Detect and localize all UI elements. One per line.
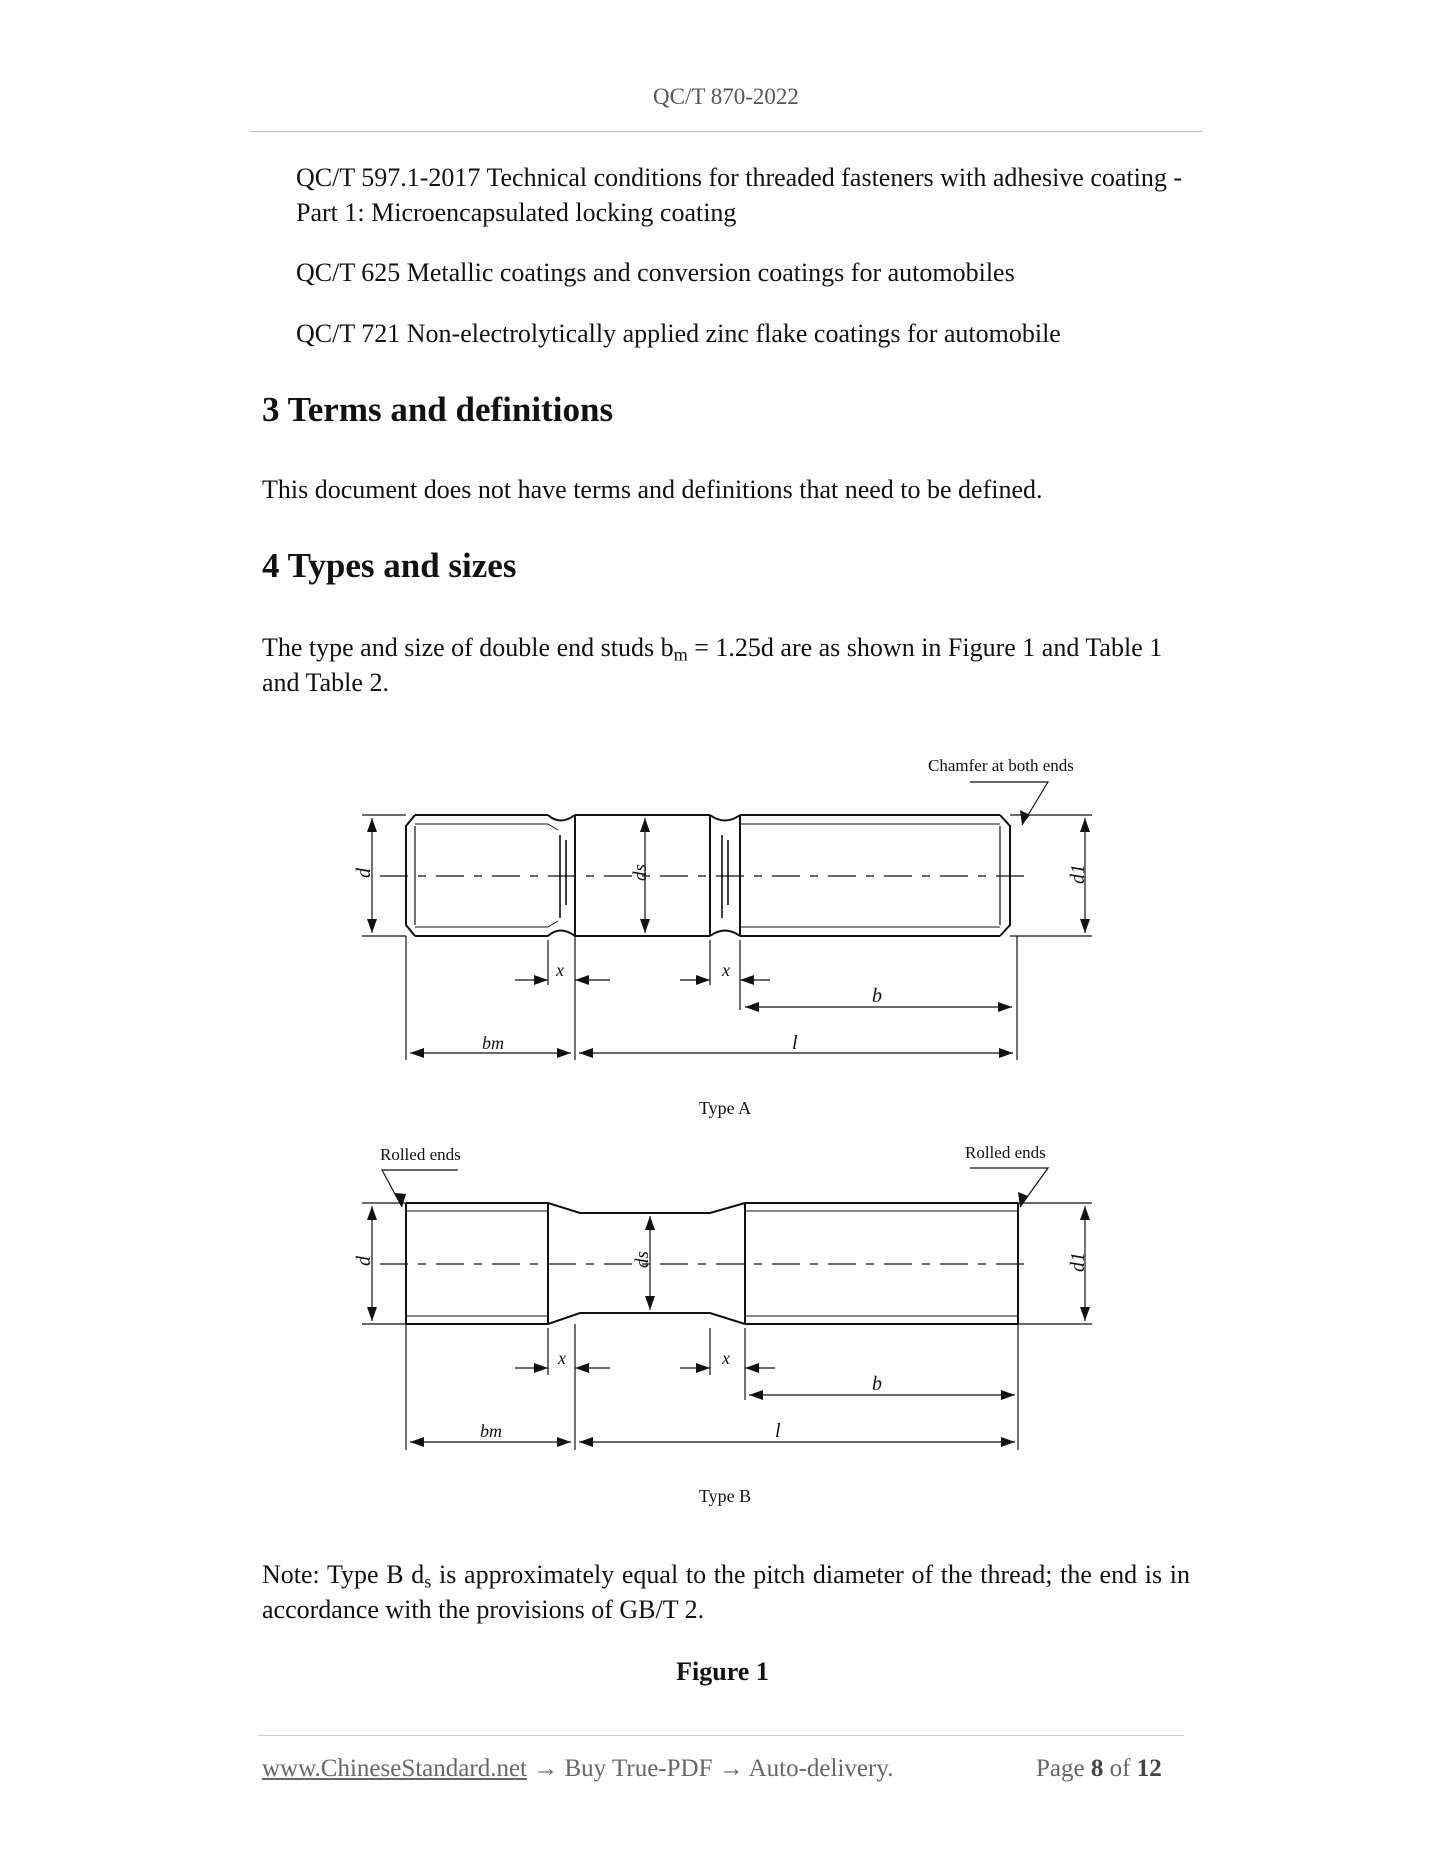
- type-a-dim-d: d: [353, 868, 375, 878]
- type-b-callout-left: Rolled ends: [380, 1145, 461, 1164]
- type-b-dim-x-left: x: [558, 1348, 566, 1368]
- type-a-callout-chamfer: Chamfer at both ends: [928, 756, 1074, 775]
- section-4-heading: 4 Types and sizes: [262, 546, 517, 585]
- type-a-dim-x-right: x: [722, 960, 730, 980]
- type-a-dim-bm: bm: [482, 1033, 504, 1053]
- section-3-body: This document does not have terms and definitions that need to be defined.: [262, 475, 1043, 504]
- type-b-dim-d1: d1: [1067, 1252, 1089, 1272]
- reference-qct-597: QC/T 597.1-2017 Technical conditions for threaded fasteners with adhesive coating - Part 1: Microencapsulated locking coating: [296, 163, 1183, 227]
- reference-qct-625: QC/T 625 Metallic coatings and conversion coatings for automobiles: [296, 258, 1015, 287]
- type-a-dim-b: b: [872, 985, 882, 1007]
- figure-caption: Figure 1: [676, 1657, 769, 1686]
- type-a-dim-x-left: x: [556, 960, 564, 980]
- type-a-dim-d1: d1: [1067, 864, 1089, 884]
- type-b-dim-d: d: [353, 1256, 375, 1266]
- type-a-dim-l: l: [792, 1032, 798, 1054]
- footer-promo: www.ChineseStandard.net → Buy True-PDF → Auto-delivery.: [262, 1755, 894, 1782]
- type-a-label: Type A: [698, 1098, 752, 1118]
- type-b-dim-ds: ds: [632, 1251, 653, 1268]
- footer-site-link[interactable]: www.ChineseStandard.net: [262, 1755, 527, 1782]
- type-b-dim-l: l: [775, 1420, 781, 1442]
- type-a-dim-ds: ds: [630, 864, 651, 881]
- type-b-dim-x-right: x: [722, 1348, 730, 1368]
- page-header: QC/T 870-2022: [653, 84, 799, 109]
- section-3-heading: 3 Terms and definitions: [262, 390, 614, 429]
- type-b-dim-b: b: [872, 1373, 882, 1395]
- section-4-body: The type and size of double end studs $b_m = 1.25d$ are as shown in Figure 1 and Table 1 and Table 2.: [262, 633, 1163, 697]
- footer-page-number: Page 8 of 12: [1036, 1755, 1162, 1782]
- footer-divider: [258, 1735, 1184, 1736]
- reference-qct-721: QC/T 721 Non-electrolytically applied zinc flake coatings for automobile: [296, 319, 1061, 348]
- type-b-callout-right: Rolled ends: [965, 1143, 1046, 1162]
- type-b-dim-bm: bm: [480, 1421, 502, 1441]
- type-b-label: Type B: [698, 1486, 752, 1506]
- figure-note: Note: Type B $d_s$ is approximately equal to the pitch diameter of the thread; the end is in accordance with the provisions of GB/T 2.: [262, 1560, 1190, 1624]
